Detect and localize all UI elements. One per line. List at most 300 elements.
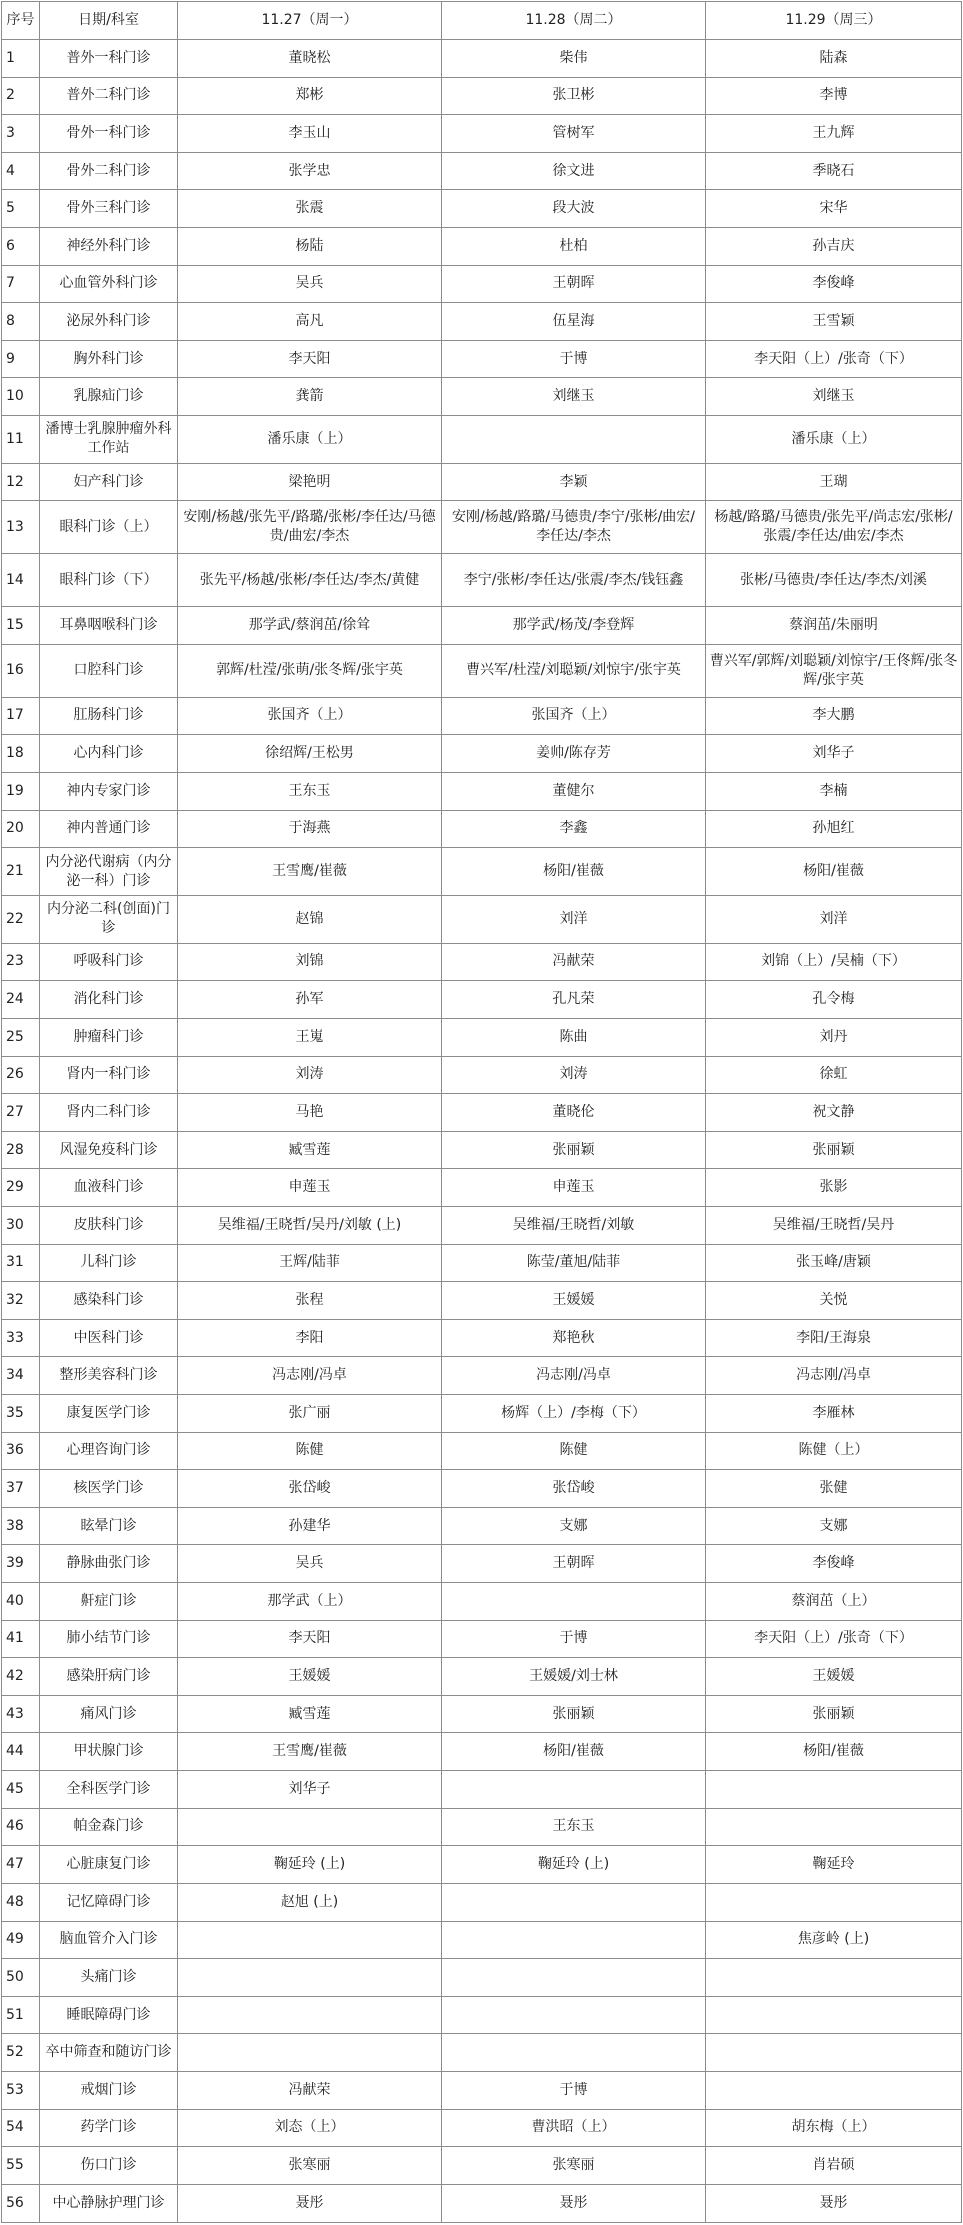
row-index: 32 [2,1282,40,1320]
day-2-doctors-cell [442,1883,706,1921]
row-index: 15 [2,607,40,645]
day-2-doctors-cell [442,1771,706,1809]
row-index: 47 [2,1846,40,1884]
day-3-doctors-cell: 王九辉 [706,115,962,153]
day-1-doctors-cell: 张广丽 [178,1394,442,1432]
department-cell: 妇产科门诊 [40,463,178,501]
row-index: 41 [2,1620,40,1658]
department-cell: 头痛门诊 [40,1959,178,1997]
day-2-doctors-cell: 于博 [442,1620,706,1658]
day-3-doctors-cell: 宋华 [706,190,962,228]
department-cell: 呼吸科门诊 [40,943,178,981]
table-row [2,554,962,607]
day-3-doctors-cell: 张健 [706,1470,962,1508]
table-row [2,1583,962,1621]
day-3-doctors-cell: 李天阳（上）/张奇（下） [706,340,962,378]
table-row [2,1733,962,1771]
day-2-doctors-cell [442,1921,706,1959]
department-cell: 药学门诊 [40,2109,178,2147]
table-row [2,501,962,554]
day-1-doctors-cell: 臧雪莲 [178,1131,442,1169]
table-row [2,190,962,228]
day-2-doctors-cell: 张丽颖 [442,1695,706,1733]
day-1-doctors-cell: 龚箭 [178,378,442,416]
day-1-doctors-cell: 安刚/杨越/张先平/路璐/张彬/李任达/马德贵/曲宏/李杰 [178,501,442,554]
row-index: 8 [2,303,40,341]
department-cell: 整形美容科门诊 [40,1357,178,1395]
row-index: 44 [2,1733,40,1771]
table-row [2,1056,962,1094]
department-cell: 感染肝病门诊 [40,1658,178,1696]
day-2-doctors-cell: 王东玉 [442,1808,706,1846]
row-index: 13 [2,501,40,554]
row-index: 36 [2,1432,40,1470]
department-cell: 感染科门诊 [40,1282,178,1320]
day-2-doctors-cell [442,1996,706,2034]
table-row [2,378,962,416]
day-3-doctors-cell: 杨越/路璐/马德贵/张先平/尚志宏/张彬/张震/李任达/曲宏/李杰 [706,501,962,554]
header-index: 序号 [2,2,40,40]
day-3-doctors-cell: 陆森 [706,40,962,78]
day-3-doctors-cell: 刘继玉 [706,378,962,416]
day-3-doctors-cell: 曹兴军/郭辉/刘聪颖/刘惊宇/王佟辉/张冬辉/张宇英 [706,644,962,697]
day-3-doctors-cell: 李天阳（上）/张奇（下） [706,1620,962,1658]
day-1-doctors-cell: 冯献荣 [178,2071,442,2109]
day-2-doctors-cell: 伍星海 [442,303,706,341]
department-cell: 脑血管介入门诊 [40,1921,178,1959]
day-1-doctors-cell: 王辉/陆菲 [178,1244,442,1282]
day-3-doctors-cell: 冯志刚/冯卓 [706,1357,962,1395]
day-1-doctors-cell [178,1996,442,2034]
day-1-doctors-cell: 张岱峻 [178,1470,442,1508]
day-2-doctors-cell: 支娜 [442,1507,706,1545]
row-index: 43 [2,1695,40,1733]
day-2-doctors-cell: 刘洋 [442,895,706,943]
department-cell: 神经外科门诊 [40,228,178,266]
schedule-table [1,1,962,2223]
row-index: 5 [2,190,40,228]
day-2-doctors-cell: 董健尔 [442,772,706,810]
table-row [2,265,962,303]
day-1-doctors-cell: 张寒丽 [178,2147,442,2185]
department-cell: 心理咨询门诊 [40,1432,178,1470]
row-index: 18 [2,735,40,773]
department-cell: 泌尿外科门诊 [40,303,178,341]
row-index: 17 [2,697,40,735]
department-cell: 皮肤科门诊 [40,1206,178,1244]
day-3-doctors-cell: 潘乐康（上） [706,416,962,464]
department-cell: 核医学门诊 [40,1470,178,1508]
department-cell: 记忆障碍门诊 [40,1883,178,1921]
department-cell: 肾内二科门诊 [40,1094,178,1132]
header-day-2: 11.28（周二） [442,2,706,40]
department-cell: 耳鼻咽喉科门诊 [40,607,178,645]
day-3-doctors-cell: 王雪颖 [706,303,962,341]
day-2-doctors-cell: 李宁/张彬/李任达/张震/李杰/钱钰鑫 [442,554,706,607]
row-index: 22 [2,895,40,943]
day-1-doctors-cell: 潘乐康（上） [178,416,442,464]
day-1-doctors-cell [178,2034,442,2072]
row-index: 26 [2,1056,40,1094]
department-cell: 睡眠障碍门诊 [40,1996,178,2034]
day-2-doctors-cell: 安刚/杨越/路璐/马德贵/李宁/张彬/曲宏/李任达/李杰 [442,501,706,554]
day-3-doctors-cell: 杨阳/崔薇 [706,848,962,896]
day-2-doctors-cell: 管树军 [442,115,706,153]
table-row [2,416,962,464]
table-row [2,152,962,190]
department-cell: 风湿免疫科门诊 [40,1131,178,1169]
department-cell: 潘博士乳腺肿瘤外科工作站 [40,416,178,464]
day-1-doctors-cell: 张学忠 [178,152,442,190]
department-cell: 肺小结节门诊 [40,1620,178,1658]
day-2-doctors-cell: 吴维福/王晓哲/刘敏 [442,1206,706,1244]
row-index: 33 [2,1319,40,1357]
schedule-body [2,40,962,2223]
department-cell: 眩晕门诊 [40,1507,178,1545]
day-3-doctors-cell: 李博 [706,77,962,115]
day-2-doctors-cell: 张卫彬 [442,77,706,115]
day-3-doctors-cell [706,2034,962,2072]
day-2-doctors-cell: 王朝晖 [442,1545,706,1583]
department-cell: 消化科门诊 [40,981,178,1019]
day-2-doctors-cell: 杨阳/崔薇 [442,1733,706,1771]
department-cell: 肿瘤科门诊 [40,1018,178,1056]
department-cell: 普外二科门诊 [40,77,178,115]
row-index: 46 [2,1808,40,1846]
day-2-doctors-cell: 陈健 [442,1432,706,1470]
day-3-doctors-cell: 关悦 [706,1282,962,1320]
table-row [2,981,962,1019]
day-3-doctors-cell: 孙旭红 [706,810,962,848]
day-2-doctors-cell: 曹兴军/杜滢/刘聪颖/刘惊宇/张宇英 [442,644,706,697]
day-1-doctors-cell: 冯志刚/冯卓 [178,1357,442,1395]
row-index: 45 [2,1771,40,1809]
day-2-doctors-cell: 李鑫 [442,810,706,848]
department-cell: 内分泌二科(创面)门诊 [40,895,178,943]
day-1-doctors-cell: 吴兵 [178,265,442,303]
department-cell: 肛肠科门诊 [40,697,178,735]
day-3-doctors-cell: 李阳/王海泉 [706,1319,962,1357]
day-3-doctors-cell [706,2071,962,2109]
department-cell: 静脉曲张门诊 [40,1545,178,1583]
day-3-doctors-cell: 蔡润茁（上） [706,1583,962,1621]
department-cell: 神内专家门诊 [40,772,178,810]
header-department: 日期/科室 [40,2,178,40]
day-1-doctors-cell: 孙军 [178,981,442,1019]
day-1-doctors-cell: 聂彤 [178,2184,442,2222]
day-1-doctors-cell: 杨陆 [178,228,442,266]
row-index: 25 [2,1018,40,1056]
day-3-doctors-cell: 吴维福/王晓哲/吴丹 [706,1206,962,1244]
department-cell: 卒中筛查和随访门诊 [40,2034,178,2072]
day-2-doctors-cell: 鞠延玲 (上) [442,1846,706,1884]
day-1-doctors-cell: 张国齐（上） [178,697,442,735]
day-2-doctors-cell: 于博 [442,2071,706,2109]
table-row [2,1282,962,1320]
day-2-doctors-cell [442,1583,706,1621]
table-row [2,2071,962,2109]
department-cell: 中医科门诊 [40,1319,178,1357]
day-1-doctors-cell: 李天阳 [178,1620,442,1658]
row-index: 39 [2,1545,40,1583]
row-index: 31 [2,1244,40,1282]
row-index: 2 [2,77,40,115]
day-3-doctors-cell [706,1959,962,1997]
day-3-doctors-cell: 刘丹 [706,1018,962,1056]
day-3-doctors-cell [706,1996,962,2034]
table-row [2,1921,962,1959]
day-1-doctors-cell: 郑彬 [178,77,442,115]
day-1-doctors-cell: 鞠延玲 (上) [178,1846,442,1884]
day-1-doctors-cell: 王雪鹰/崔薇 [178,848,442,896]
day-3-doctors-cell: 张影 [706,1169,962,1207]
department-cell: 乳腺疝门诊 [40,378,178,416]
table-row [2,607,962,645]
day-2-doctors-cell: 聂彤 [442,2184,706,2222]
table-row [2,1545,962,1583]
header-day-1: 11.27（周一） [178,2,442,40]
department-cell: 口腔科门诊 [40,644,178,697]
day-2-doctors-cell: 徐文进 [442,152,706,190]
day-2-doctors-cell: 张寒丽 [442,2147,706,2185]
day-2-doctors-cell: 申莲玉 [442,1169,706,1207]
row-index: 9 [2,340,40,378]
table-row [2,1808,962,1846]
row-index: 37 [2,1470,40,1508]
day-2-doctors-cell: 姜帅/陈存芳 [442,735,706,773]
day-1-doctors-cell: 赵锦 [178,895,442,943]
row-index: 29 [2,1169,40,1207]
table-row [2,2184,962,2222]
table-row [2,2109,962,2147]
table-row [2,77,962,115]
table-row [2,697,962,735]
day-1-doctors-cell: 梁艳明 [178,463,442,501]
day-1-doctors-cell: 刘华子 [178,1771,442,1809]
day-2-doctors-cell: 王媛媛/刘士林 [442,1658,706,1696]
day-2-doctors-cell: 孔凡荣 [442,981,706,1019]
row-index: 12 [2,463,40,501]
day-1-doctors-cell [178,1959,442,1997]
day-3-doctors-cell [706,1771,962,1809]
table-row [2,1131,962,1169]
department-cell: 帕金森门诊 [40,1808,178,1846]
day-2-doctors-cell: 张岱峻 [442,1470,706,1508]
row-index: 34 [2,1357,40,1395]
row-index: 3 [2,115,40,153]
row-index: 14 [2,554,40,607]
table-row [2,2034,962,2072]
department-cell: 心脏康复门诊 [40,1846,178,1884]
day-3-doctors-cell: 肖岩硕 [706,2147,962,2185]
row-index: 6 [2,228,40,266]
day-2-doctors-cell: 曹洪昭（上） [442,2109,706,2147]
row-index: 38 [2,1507,40,1545]
department-cell: 眼科门诊（上） [40,501,178,554]
day-2-doctors-cell: 张丽颖 [442,1131,706,1169]
department-cell: 康复医学门诊 [40,1394,178,1432]
row-index: 28 [2,1131,40,1169]
day-3-doctors-cell: 蔡润茁/朱丽明 [706,607,962,645]
day-2-doctors-cell: 董晓伦 [442,1094,706,1132]
header-day-3: 11.29（周三） [706,2,962,40]
day-2-doctors-cell: 郑艳秋 [442,1319,706,1357]
day-1-doctors-cell: 申莲玉 [178,1169,442,1207]
day-3-doctors-cell: 杨阳/崔薇 [706,1733,962,1771]
department-cell: 戒烟门诊 [40,2071,178,2109]
table-row [2,1206,962,1244]
row-index: 55 [2,2147,40,2185]
day-1-doctors-cell: 董晓松 [178,40,442,78]
day-1-doctors-cell: 赵旭 (上) [178,1883,442,1921]
day-2-doctors-cell: 杨辉（上）/李梅（下） [442,1394,706,1432]
day-1-doctors-cell: 王东玉 [178,772,442,810]
department-cell: 鼾症门诊 [40,1583,178,1621]
table-row [2,1507,962,1545]
day-1-doctors-cell: 刘锦 [178,943,442,981]
table-row [2,1432,962,1470]
day-3-doctors-cell: 李大鹏 [706,697,962,735]
row-index: 4 [2,152,40,190]
day-3-doctors-cell: 祝文静 [706,1094,962,1132]
department-cell: 眼科门诊（下） [40,554,178,607]
day-1-doctors-cell: 李阳 [178,1319,442,1357]
table-row [2,1394,962,1432]
row-index: 52 [2,2034,40,2072]
header-row [2,2,962,40]
department-cell: 中心静脉护理门诊 [40,2184,178,2222]
day-3-doctors-cell: 胡东梅（上） [706,2109,962,2147]
day-3-doctors-cell: 孙吉庆 [706,228,962,266]
day-1-doctors-cell: 张程 [178,1282,442,1320]
table-row [2,1883,962,1921]
day-2-doctors-cell: 陈曲 [442,1018,706,1056]
table-row [2,943,962,981]
day-3-doctors-cell: 王媛媛 [706,1658,962,1696]
department-cell: 骨外二科门诊 [40,152,178,190]
day-1-doctors-cell: 王雪鹰/崔薇 [178,1733,442,1771]
department-cell: 肾内一科门诊 [40,1056,178,1094]
day-3-doctors-cell: 季晓石 [706,152,962,190]
day-3-doctors-cell: 张丽颖 [706,1131,962,1169]
day-1-doctors-cell: 于海燕 [178,810,442,848]
row-index: 24 [2,981,40,1019]
day-2-doctors-cell: 那学武/杨茂/李登辉 [442,607,706,645]
day-3-doctors-cell: 张彬/马德贵/李任达/李杰/刘溪 [706,554,962,607]
department-cell: 内分泌代谢病（内分泌一科）门诊 [40,848,178,896]
department-cell: 甲状腺门诊 [40,1733,178,1771]
day-2-doctors-cell: 冯志刚/冯卓 [442,1357,706,1395]
day-1-doctors-cell: 郭辉/杜滢/张萌/张冬辉/张宇英 [178,644,442,697]
day-1-doctors-cell: 徐绍辉/王松男 [178,735,442,773]
day-3-doctors-cell: 孔令梅 [706,981,962,1019]
day-1-doctors-cell: 王嵬 [178,1018,442,1056]
table-row [2,1959,962,1997]
row-index: 10 [2,378,40,416]
table-row [2,1658,962,1696]
table-row [2,848,962,896]
day-3-doctors-cell: 支娜 [706,1507,962,1545]
day-3-doctors-cell: 刘洋 [706,895,962,943]
row-index: 54 [2,2109,40,2147]
day-3-doctors-cell [706,1883,962,1921]
table-row [2,644,962,697]
row-index: 50 [2,1959,40,1997]
day-1-doctors-cell: 吴兵 [178,1545,442,1583]
day-3-doctors-cell: 鞠延玲 [706,1846,962,1884]
day-2-doctors-cell: 刘继玉 [442,378,706,416]
day-3-doctors-cell: 张丽颖 [706,1695,962,1733]
day-2-doctors-cell: 杜柏 [442,228,706,266]
day-1-doctors-cell: 陈健 [178,1432,442,1470]
day-2-doctors-cell: 刘涛 [442,1056,706,1094]
row-index: 16 [2,644,40,697]
table-row [2,40,962,78]
table-row [2,772,962,810]
day-2-doctors-cell: 于博 [442,340,706,378]
department-cell: 伤口门诊 [40,2147,178,2185]
row-index: 51 [2,1996,40,2034]
day-3-doctors-cell: 李俊峰 [706,1545,962,1583]
department-cell: 儿科门诊 [40,1244,178,1282]
day-1-doctors-cell: 王媛媛 [178,1658,442,1696]
row-index: 40 [2,1583,40,1621]
row-index: 30 [2,1206,40,1244]
table-row [2,1695,962,1733]
day-1-doctors-cell: 吴维福/王晓哲/吴丹/刘敏 (上) [178,1206,442,1244]
day-3-doctors-cell: 徐虹 [706,1056,962,1094]
row-index: 21 [2,848,40,896]
table-row [2,463,962,501]
row-index: 48 [2,1883,40,1921]
day-3-doctors-cell: 张玉峰/唐颖 [706,1244,962,1282]
row-index: 27 [2,1094,40,1132]
table-row [2,1996,962,2034]
department-cell: 胸外科门诊 [40,340,178,378]
day-3-doctors-cell: 李俊峰 [706,265,962,303]
day-2-doctors-cell: 段大波 [442,190,706,228]
table-row [2,1771,962,1809]
table-row [2,895,962,943]
department-cell: 全科医学门诊 [40,1771,178,1809]
table-row [2,1357,962,1395]
day-2-doctors-cell: 王媛媛 [442,1282,706,1320]
department-cell: 痛风门诊 [40,1695,178,1733]
day-1-doctors-cell: 那学武/蔡润茁/徐耸 [178,607,442,645]
day-3-doctors-cell: 李楠 [706,772,962,810]
row-index: 23 [2,943,40,981]
day-2-doctors-cell: 冯献荣 [442,943,706,981]
day-1-doctors-cell [178,1808,442,1846]
day-1-doctors-cell: 臧雪莲 [178,1695,442,1733]
row-index: 49 [2,1921,40,1959]
department-cell: 普外一科门诊 [40,40,178,78]
day-1-doctors-cell: 那学武（上） [178,1583,442,1621]
day-3-doctors-cell: 聂彤 [706,2184,962,2222]
day-1-doctors-cell: 李天阳 [178,340,442,378]
table-row [2,2147,962,2185]
row-index: 1 [2,40,40,78]
row-index: 11 [2,416,40,464]
row-index: 42 [2,1658,40,1696]
department-cell: 神内普通门诊 [40,810,178,848]
day-2-doctors-cell: 杨阳/崔薇 [442,848,706,896]
day-3-doctors-cell: 陈健（上） [706,1432,962,1470]
row-index: 20 [2,810,40,848]
table-row [2,1470,962,1508]
day-3-doctors-cell: 刘锦（上）/吴楠（下） [706,943,962,981]
department-cell: 心内科门诊 [40,735,178,773]
